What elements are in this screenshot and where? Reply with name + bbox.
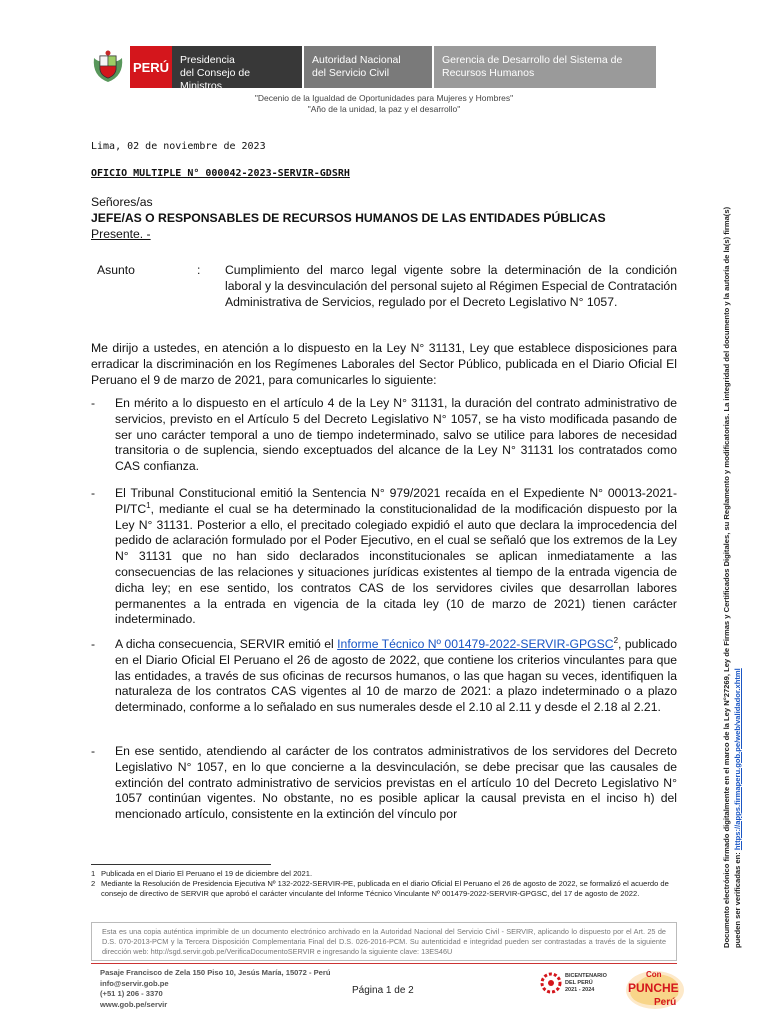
email-link[interactable]: info@servir.gob.pe [100,978,169,988]
bullet-item [91,637,677,716]
bullet-text-part: , mediante el cual se ha determinado la constitucionalidad de la modificación dispuesto por la Ley N° 31131. Posterior a ello, el precitado colegiado expidió el auto que declara la improcedencia del pedido de aclaración formulado por el Poder Ejecutivo, en el cual se señaló que los extremos de la Ley N° 31131 que no han sido declarados inconstitucionales se aplican inmediatamente a las consecuencias de las relaciones y situaciones jurídicas existentes al tiempo de la entrada vigencia de dicha ley; en ese sentido, los contratos CAS de los servidores civiles que desarrollan labores permanentes a la entrada en vigencia de la citada ley (10 de marzo de 2021) tienen carácter indeterminado. [115,501,677,627]
con-text: Con [646,970,662,979]
con-punche-peru-logo [624,965,686,1011]
peru-brand-box [130,46,172,88]
footnote [91,879,677,899]
address: Pasaje Francisco de Zela 150 Piso 10, Jesús María, 15072 - Perú [100,968,331,977]
punche-text: PUNCHE [628,981,679,995]
bullet-text: En ese sentido, atendiendo al carácter de los contratos administrativos de los servidores del Decreto Legislativo N° 1057, en lo que concierne a la desvinculación, se debe precisar que las causales de extinción del contrato administrativo de servicios previstas en el artículo 10 del Decreto Legislativo N° 1057 continúan vigentes. No obstante, no es posible aplicar la causal prevista en el inciso h) del mencionado artículo, consistente en la extinción del vínculo por [115,744,677,822]
footnote-number: 1 [91,869,96,878]
footnote-ref-1[interactable]: 1 [146,500,151,510]
pcm-line-2: del Consejo de Ministros [180,67,251,92]
contact-info [100,968,330,1010]
subject-text: Cumplimiento del marco legal vigente sobre la determinación de la condición laboral y la desvinculación del personal sujeto al Régimen Especial de Contratación Administrativa de Servicios, regulado por el Decreto Legislativo N° 1057. [225,263,677,309]
phone: (+51 1) 206 - 3370 [100,989,163,999]
digital-signature-note [722,118,756,948]
signature-note-line-2 [733,118,744,948]
gdsrh-box [434,46,656,88]
bullet-text-part: A dicha consecuencia, SERVIR emitió el [115,637,338,651]
subject-colon: : [197,263,201,277]
recipients: JEFE/AS O RESPONSABLES DE RECURSOS HUMANOS DE LAS ENTIDADES PÚBLICAS [91,211,606,225]
intro-paragraph: Me dirijo a ustedes, en atención a lo dispuesto en la Ley N° 31131, Ley que establece disposiciones para erradicar la discriminación en los Regímenes Laborales del Sector Público, publicada en el Diario Oficial El Peruano el 9 de marzo de 2021, para comunicarles lo siguiente: [91,341,677,387]
decenio-line-2: "Año de la unidad, la paz y el desarrollo" [307,104,461,114]
bicentenario-icon [540,972,562,994]
servir-box [304,46,432,88]
subject-label: Asunto [97,263,135,277]
bullet-text-part: , publicado en el Diario Oficial El Peruano el 26 de agosto de 2022, que contiene los criterios vinculantes para que las entidades, a través de sus oficinas de recursos humanos, o las que hagan su veces, identifiquen la naturaleza de los contratos CAS vigentes al 10 de marzo de 2021: a plazo indeterminado o a plazo determinado, conforme a lo señalado en sus numerales desde el 2.10 al 2.11 y desde el 2.18 al 2.21. [115,637,677,715]
page-number: Página 1 de 2 [352,985,414,996]
verification-notice: Esta es una copia auténtica imprimible de un documento electrónico archivado en la Autoridad Nacional del Servicio Civil - SERVIR, aplicando lo dispuesto por el Art. 25 de D.S. 070-2013-PCM y la Tercera Disposición Complementaria Final del D.S. 026-2016-PCM. Su autenticidad e integridad pueden ser contrastadas a través de la siguiente dirección web: http://sgd.servir.gob.pe/VerificaDocumentoSERVIR e ingresando la siguiente clave: 13ES46U [91,922,677,961]
oficio-number: OFICIO MULTIPLE N° 000042-2023-SERVIR-GDSRH [91,168,350,179]
peru-text: Perú [654,997,677,1008]
footnote-divider [91,864,271,865]
institutional-header [90,46,656,92]
bullet-item [91,486,677,628]
decenio-line-1: "Decenio de la Igualdad de Oportunidades para Mujeres y Hombres" [254,93,514,103]
bullet-text [115,637,677,716]
signature-note-text: pueden ser verificadas en: [732,850,742,948]
bullet-dash: - [91,744,96,758]
bicentenario-logo [540,972,607,994]
presente: Presente. - [91,227,151,241]
footnote-text: Publicada en el Diario El Peruano el 19 de diciembre del 2021. [101,869,313,878]
bicentenario-line: 2021 - 2024 [565,986,595,993]
bicentenario-line: BICENTENARIO [565,972,607,979]
bullet-dash: - [91,637,96,651]
pcm-line-1: Presidencia [180,54,235,66]
bicentenario-line: DEL PERÚ [565,979,593,986]
decenio-lines [0,93,768,115]
bullet-item [91,744,677,823]
peru-coat-of-arms-icon [90,48,126,84]
gdsrh-line-2: Recursos Humanos [442,67,535,79]
bullet-item [91,396,677,475]
letter-date: Lima, 02 de noviembre de 2023 [91,141,266,152]
footnotes [91,869,677,900]
servir-line-1: Autoridad Nacional [312,54,401,66]
signature-note-line-1: Documento electrónico firmado digitalmente en el marco de la Ley N°27269, Ley de Firmas y Certificados Digitales, su Reglamento y modificatorias. La integridad del documento y la autoría de la(s) firma(s) [722,206,731,948]
footer-divider [91,963,677,964]
footnote-number: 2 [91,879,96,889]
informe-tecnico-link[interactable]: Informe Técnico Nº 001479-2022-SERVIR-GPGSC [337,637,614,651]
validator-link[interactable]: https://apps.firmaperu.gob.pe/web/validador.xhtml [732,668,742,851]
servir-line-2: del Servicio Civil [312,67,390,79]
bullet-dash: - [91,396,96,410]
bullet-dash: - [91,486,96,500]
footnote [91,869,677,879]
footnote-ref-2[interactable]: 2 [613,635,619,645]
salutation: Señores/as [91,195,153,209]
gdsrh-line-1: Gerencia de Desarrollo del Sistema de [442,54,623,66]
pcm-box [172,46,302,92]
footnote-text: Mediante la Resolución de Presidencia Ejecutiva Nº 132-2022-SERVIR-PE, publicada en el diario Oficial El Peruano el 26 de agosto de 2022, se formalizó el acuerdo de consejo de directivo de SERVIR que aprobó el carácter vinculante del Informe Técnico Vinculante Nº 001479-2022-SERVIR-GPGSC, del 17 de agosto de 2022. [101,879,669,899]
bullet-text-part: El Tribunal Constitucional emitió la Sentencia N° 979/2021 recaída en el Expediente N° 00013-2021-PI/TC [115,486,677,516]
bullet-text: En mérito a lo dispuesto en el artículo 4 de la Ley N° 31131, la duración del contrato administrativo de servicios, previsto en el Artículo 5 del Decreto Legislativo N° 1057, se ha visto modificada pasando de ser uno carácter temporal a uno de tiempo indeterminado, salvo se utilice para labores de necesidad transitoria o de suplencia, siendo exceptuados del alcance de la Ley N° 31131 los contratados como CAS confianza. [115,396,677,474]
peru-label: PERÚ [132,59,170,75]
website-link[interactable]: www.gob.pe/servir [100,999,168,1009]
bullet-text [115,486,677,628]
